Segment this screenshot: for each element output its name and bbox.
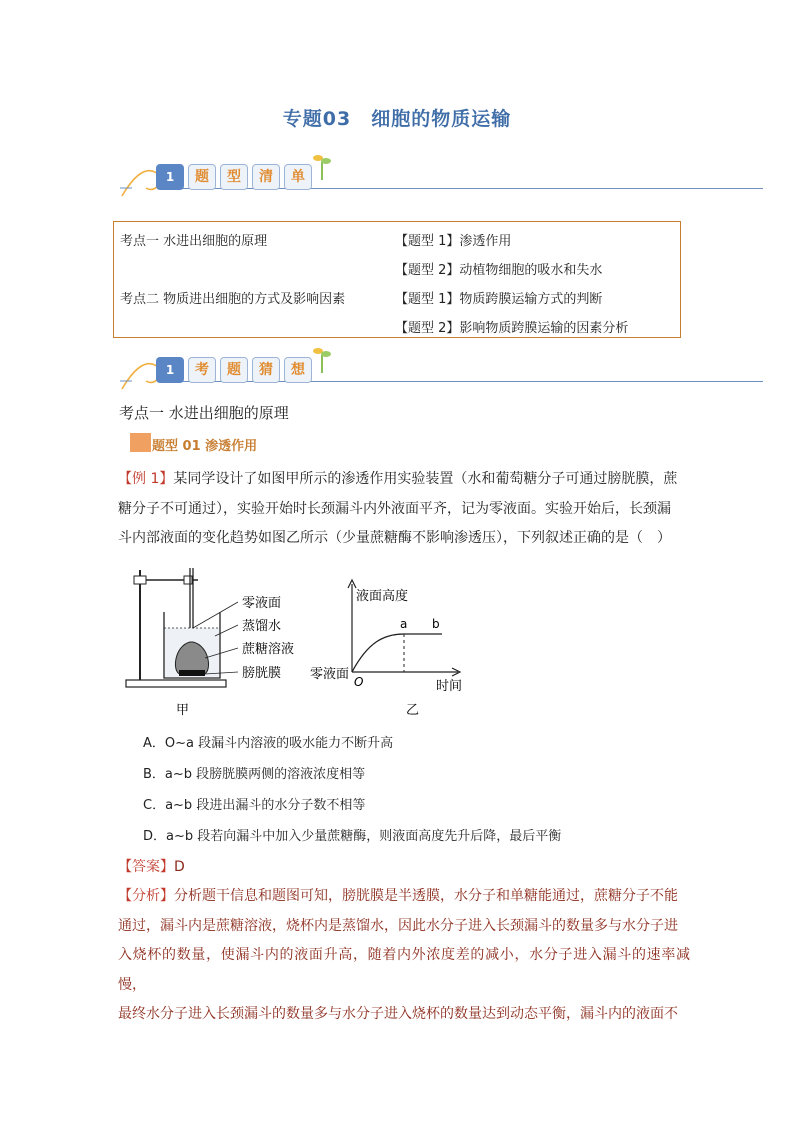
kaodian-cell: 考点一 水进出细胞的原理	[120, 234, 268, 249]
banner-chip: 猜	[252, 357, 280, 383]
point-b-label: b	[432, 617, 440, 631]
label-distilled-water: 蒸馏水	[242, 619, 282, 634]
banner-chip: 题	[220, 357, 248, 383]
analysis-line: 通过，漏斗内是蔗糖溶液，烧杯内是蒸馏水，因此水分子进入长颈漏斗的数量多与水分子进	[118, 917, 678, 934]
point-a-label: a	[400, 617, 408, 631]
y-axis-label: 液面高度	[356, 589, 409, 604]
tixing-marker	[130, 433, 151, 452]
banner-chip: 单	[284, 164, 312, 190]
caption-jia: 甲	[176, 703, 190, 718]
x-axis-label: 时间	[436, 679, 463, 694]
banner-number-chip: 1	[156, 357, 184, 383]
label-zero-level: 零液面	[242, 596, 282, 611]
answer-tag: 【答案】	[118, 859, 174, 875]
example-line: 糖分子不可通过），实验开始时长颈漏斗内外液面平齐，记为零液面。实验开始后，长颈漏	[118, 500, 671, 517]
analysis	[118, 882, 690, 1030]
banner-chip: 清	[252, 164, 280, 190]
example-question	[118, 465, 690, 554]
analysis-line: 分析题干信息和题图可知，膀胱膜是半透膜，水分子和单糖能通过，蔗糖分子不能	[174, 888, 678, 904]
label-membrane: 膀胱膜	[242, 666, 282, 681]
analysis-tag: 【分析】	[118, 888, 174, 904]
section-banner-tixing	[118, 152, 763, 202]
example-line: 某同学设计了如图甲所示的渗透作用实验装置（水和葡萄糖分子可通过膀胱膜，蔗	[173, 471, 678, 487]
option-d: D．a~b 段若向漏斗中加入少量蔗糖酶，则液面高度先升后降，最后平衡	[143, 829, 562, 844]
answer	[118, 856, 185, 876]
answer-value: D	[174, 859, 185, 875]
banner-number-chip: 1	[156, 164, 184, 190]
option-b: B．a~b 段膀胱膜两侧的溶液浓度相等	[143, 767, 366, 782]
tixing-cell: 【题型 1】渗透作用	[395, 234, 512, 249]
tixing-cell: 【题型 2】影响物质跨膜运输的因素分析	[395, 321, 629, 336]
option-c: C．a~b 段进出漏斗的水分子数不相等	[143, 798, 366, 813]
section-heading: 考点一 水进出细胞的原理	[119, 404, 289, 422]
analysis-line: 入烧杯的数量，使漏斗内的液面升高，随着内外浓度差的减小，水分子进入漏斗的速率减慢，	[118, 947, 690, 993]
experiment-figure	[120, 562, 480, 722]
banner-chip: 型	[220, 164, 248, 190]
tixing-label: 题型 01 渗透作用	[152, 439, 258, 454]
overview-table	[113, 221, 681, 338]
kaodian-cell: 考点二 物质进出细胞的方式及影响因素	[120, 292, 346, 307]
sprout-icon	[310, 152, 334, 182]
example-line: 斗内部液面的变化趋势如图乙所示（少量蔗糖酶不影响渗透压），下列叙述正确的是（ ）	[118, 530, 671, 546]
banner-chip: 想	[284, 357, 312, 383]
label-sucrose: 蔗糖溶液	[242, 642, 295, 657]
sprout-icon	[310, 345, 334, 375]
origin-label: O	[354, 675, 364, 689]
section-banner-kaoti	[118, 345, 763, 395]
zero-level-label: 零液面	[310, 667, 350, 682]
example-tag: 【例 1】	[118, 471, 174, 487]
banner-chip: 考	[188, 357, 216, 383]
banner-chip: 题	[188, 164, 216, 190]
page-title: 专题03 细胞的物质运输	[282, 108, 512, 130]
apparatus-diagram	[126, 568, 238, 687]
tixing-cell: 【题型 2】动植物细胞的吸水和失水	[395, 263, 603, 278]
analysis-line: 最终水分子进入长颈漏斗的数量多与水分子进入烧杯的数量达到动态平衡，漏斗内的液面不	[118, 1006, 678, 1022]
option-a: A．O~a 段漏斗内溶液的吸水能力不断升高	[143, 736, 394, 751]
tixing-cell: 【题型 1】物质跨膜运输方式的判断	[395, 292, 603, 307]
caption-yi: 乙	[406, 703, 420, 718]
